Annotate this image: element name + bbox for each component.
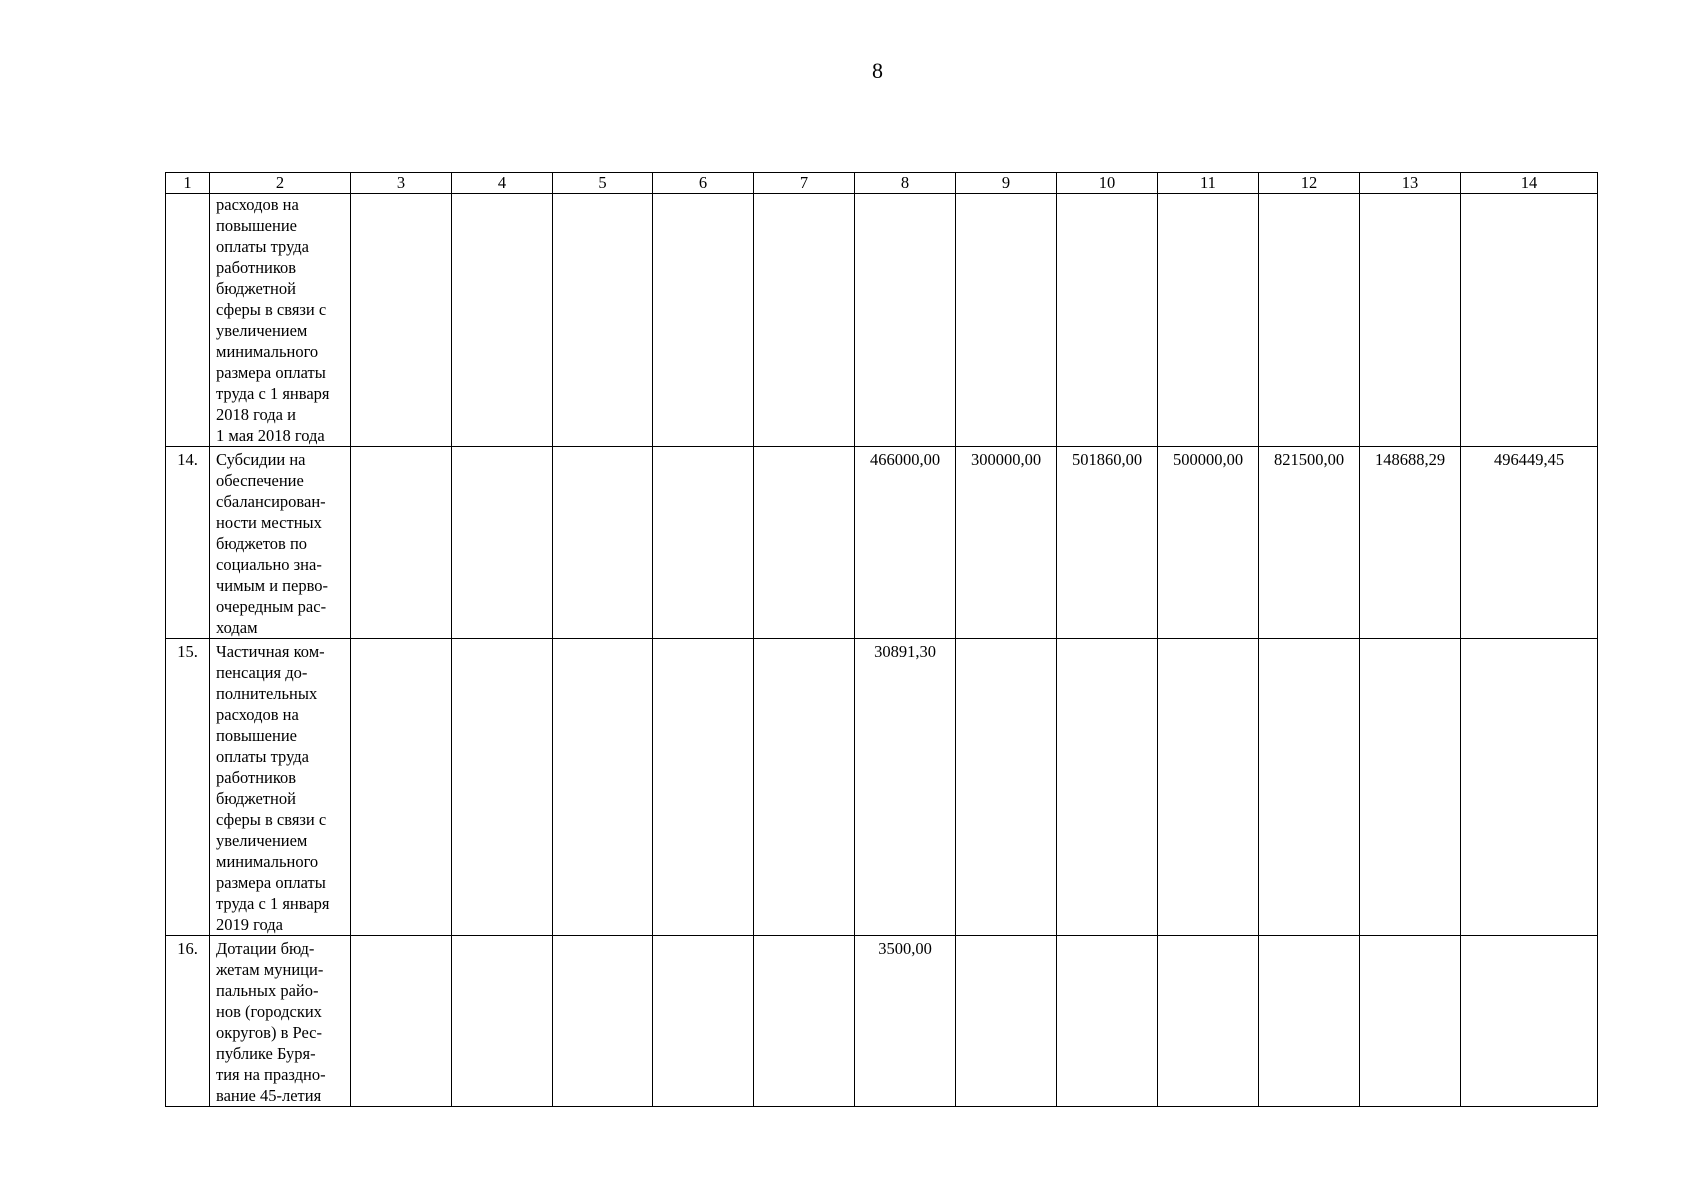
value-cell — [452, 447, 553, 639]
description-line: бюджетной — [216, 279, 296, 298]
value-cell — [1360, 194, 1461, 447]
value-cell — [1259, 639, 1360, 936]
description-line: бюджетов по — [216, 534, 308, 553]
value-cell — [1158, 936, 1259, 1107]
value-cell — [553, 194, 653, 447]
value-cell — [1360, 639, 1461, 936]
value-cell — [553, 447, 653, 639]
description-line: бюджетной — [216, 789, 296, 808]
description-line: 2019 года — [216, 915, 283, 934]
column-header: 5 — [553, 173, 653, 194]
column-header: 12 — [1259, 173, 1360, 194]
value-cell — [956, 639, 1057, 936]
row-description — [210, 447, 351, 639]
column-header: 9 — [956, 173, 1057, 194]
value-cell — [1158, 639, 1259, 936]
row-number: 14. — [166, 447, 210, 639]
value-cell — [653, 447, 754, 639]
description-line: оплаты труда — [216, 747, 310, 766]
description-line: сферы в связи с — [216, 300, 327, 319]
value-cell: 148688,29 — [1360, 447, 1461, 639]
table-row — [166, 936, 1598, 1107]
value-cell — [1461, 194, 1598, 447]
description-line: вание 45-летия — [216, 1086, 322, 1105]
description-line: Субсидии на — [216, 450, 306, 469]
description-line: увеличением — [216, 831, 308, 850]
description-line: Частичная ком- — [216, 642, 325, 661]
description-line: нов (городских — [216, 1002, 322, 1021]
description-line: труда с 1 января — [216, 384, 330, 403]
value-cell — [653, 639, 754, 936]
value-cell — [855, 194, 956, 447]
value-cell — [754, 936, 855, 1107]
table-row — [166, 194, 1598, 447]
description-line: повышение — [216, 216, 297, 235]
value-cell — [351, 936, 452, 1107]
column-header: 14 — [1461, 173, 1598, 194]
value-cell — [1057, 936, 1158, 1107]
value-cell — [653, 194, 754, 447]
description-line: социально зна- — [216, 555, 322, 574]
table-row — [166, 639, 1598, 936]
page-number: 8 — [872, 58, 883, 83]
value-cell — [1057, 194, 1158, 447]
column-header: 7 — [754, 173, 855, 194]
description-line: пенсация до- — [216, 663, 308, 682]
row-description — [210, 194, 351, 447]
value-cell — [956, 194, 1057, 447]
description-line: полнительных — [216, 684, 318, 703]
description-line: работников — [216, 768, 297, 787]
value-cell — [754, 194, 855, 447]
value-cell: 466000,00 — [855, 447, 956, 639]
value-cell — [1259, 194, 1360, 447]
description-line: ности местных — [216, 513, 322, 532]
description-line: жетам муници- — [216, 960, 324, 979]
description-line: минимального — [216, 852, 319, 871]
column-header: 4 — [452, 173, 553, 194]
description-line: Дотации бюд- — [216, 939, 315, 958]
description-line: расходов на — [216, 705, 299, 724]
value-cell: 300000,00 — [956, 447, 1057, 639]
value-cell — [1057, 639, 1158, 936]
row-description — [210, 936, 351, 1107]
value-cell — [1461, 936, 1598, 1107]
value-cell: 3500,00 — [855, 936, 956, 1107]
description-line: чимым и перво- — [216, 576, 329, 595]
value-cell — [452, 936, 553, 1107]
description-line: 2018 года и — [216, 405, 296, 424]
column-header: 11 — [1158, 173, 1259, 194]
description-line: расходов на — [216, 195, 299, 214]
value-cell — [351, 639, 452, 936]
value-cell: 821500,00 — [1259, 447, 1360, 639]
table-header-row — [166, 173, 1598, 194]
row-description — [210, 639, 351, 936]
value-cell — [553, 936, 653, 1107]
description-line: увеличением — [216, 321, 308, 340]
description-line: обеспечение — [216, 471, 304, 490]
value-cell: 30891,30 — [855, 639, 956, 936]
value-cell — [351, 447, 452, 639]
column-header: 1 — [166, 173, 210, 194]
column-header: 3 — [351, 173, 452, 194]
value-cell — [452, 194, 553, 447]
value-cell — [452, 639, 553, 936]
description-line: минимального — [216, 342, 319, 361]
value-cell — [956, 936, 1057, 1107]
description-line: округов) в Рес- — [216, 1023, 322, 1042]
row-number — [166, 194, 210, 447]
column-header: 2 — [210, 173, 351, 194]
description-line: очередным рас- — [216, 597, 327, 616]
budget-table — [165, 172, 1598, 1107]
column-header: 10 — [1057, 173, 1158, 194]
description-line: ходам — [216, 618, 258, 637]
value-cell — [1360, 936, 1461, 1107]
description-line: повышение — [216, 726, 297, 745]
table-row — [166, 447, 1598, 639]
description-line: публике Буря- — [216, 1044, 316, 1063]
value-cell — [754, 447, 855, 639]
row-number: 16. — [166, 936, 210, 1107]
description-line: пальных райо- — [216, 981, 319, 1000]
row-number: 15. — [166, 639, 210, 936]
description-line: сферы в связи с — [216, 810, 327, 829]
description-line: размера оплаты — [216, 873, 326, 892]
column-header: 8 — [855, 173, 956, 194]
description-line: 1 мая 2018 года — [216, 426, 325, 445]
value-cell — [754, 639, 855, 936]
value-cell: 496449,45 — [1461, 447, 1598, 639]
description-line: оплаты труда — [216, 237, 310, 256]
description-line: размера оплаты — [216, 363, 326, 382]
value-cell — [1158, 194, 1259, 447]
value-cell — [1461, 639, 1598, 936]
description-line: тия на праздно- — [216, 1065, 326, 1084]
value-cell — [653, 936, 754, 1107]
description-line: работников — [216, 258, 297, 277]
column-header: 6 — [653, 173, 754, 194]
value-cell — [1259, 936, 1360, 1107]
value-cell: 501860,00 — [1057, 447, 1158, 639]
value-cell: 500000,00 — [1158, 447, 1259, 639]
description-line: сбалансирован- — [216, 492, 326, 511]
column-header: 13 — [1360, 173, 1461, 194]
value-cell — [351, 194, 452, 447]
description-line: труда с 1 января — [216, 894, 330, 913]
value-cell — [553, 639, 653, 936]
